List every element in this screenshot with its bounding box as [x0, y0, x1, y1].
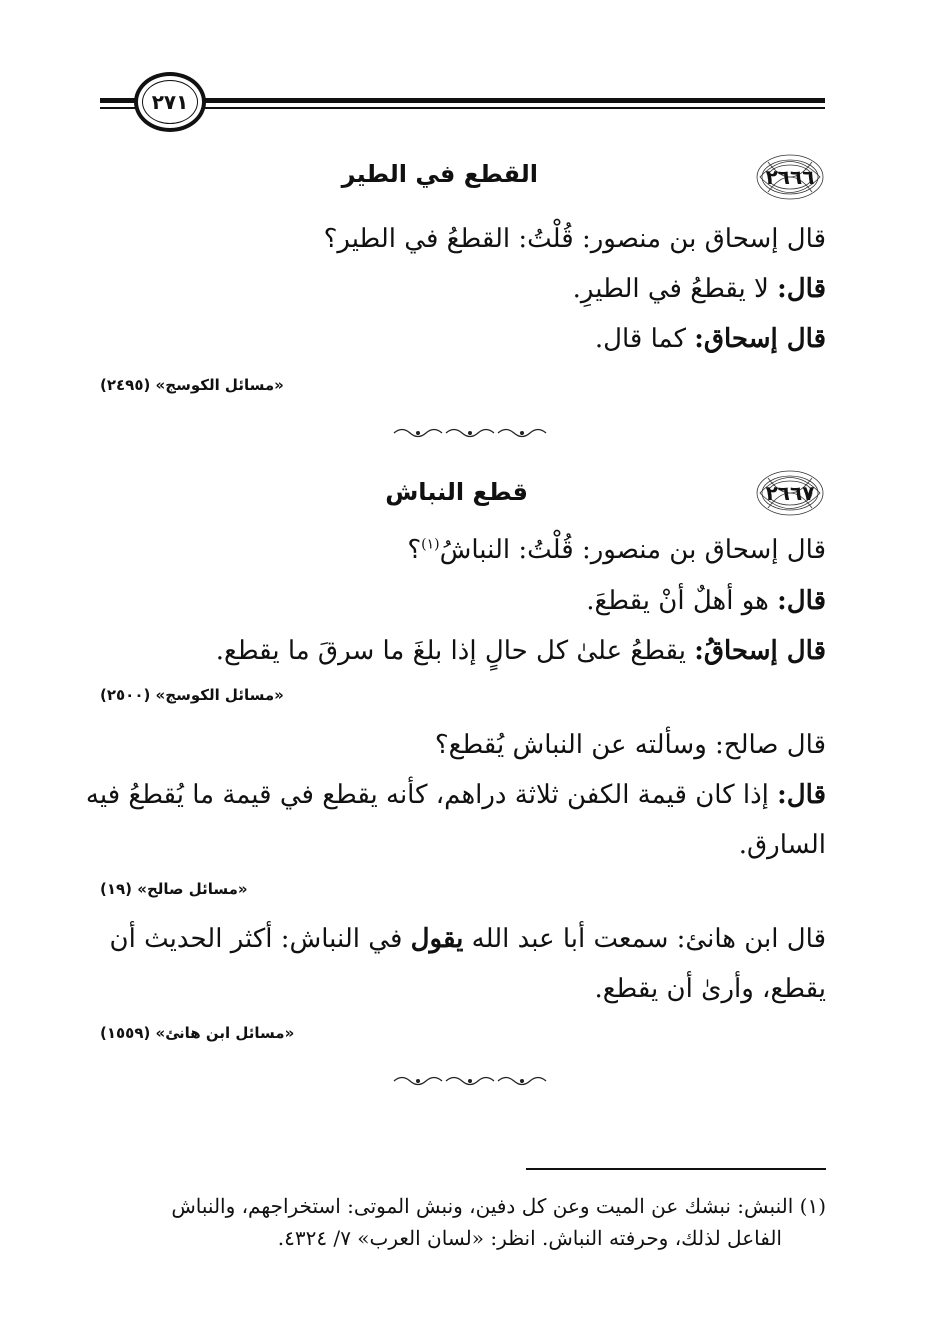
- text-line: قال: هو أهلٌ أنْ يقطعَ.: [586, 586, 826, 616]
- header-rule-thick: [100, 98, 825, 103]
- section-number-badge: [754, 152, 826, 202]
- text-line: قال إسحاق بن منصور: قُلْتُ: القطعُ في الطير؟: [323, 224, 826, 254]
- footnote-line: (١) النبش: نبشك عن الميت وعن كل دفين، ونبش الموتى: استخراجهم، والنباش: [171, 1194, 826, 1218]
- speaker-label: قال:: [777, 586, 826, 616]
- ornament-divider-icon: [390, 1074, 550, 1088]
- text-line: قال ابن هانئ: سمعت أبا عبد الله يقول في النباش: أكثر الحديث أن: [109, 924, 826, 954]
- footnote: [100, 1190, 826, 1254]
- page-number: ٢٧١: [151, 90, 189, 114]
- source-citation: «مسائل صالح» (١٩): [100, 880, 248, 898]
- source-citation: «مسائل الكوسج» (٢٤٩٥): [100, 376, 284, 394]
- speaker-label: قال إسحاقُ:: [694, 636, 826, 666]
- text-line: قال إسحاق: كما قال.: [594, 324, 826, 354]
- text-line: قال: إذا كان قيمة الكفن ثلاثة دراهم، كأنه يقطع في قيمة ما يُقطعُ فيه: [85, 780, 826, 810]
- ornament-divider-icon: [390, 426, 550, 440]
- speaker-label: قال:: [777, 780, 826, 810]
- text-line: قال إسحاق بن منصور: قُلْتُ: النباشُ$^{(١)}$؟: [407, 535, 826, 565]
- text-line: قال صالح: وسألته عن النباش يُقطع؟: [434, 730, 826, 760]
- footnote-separator: [526, 1168, 826, 1170]
- speaker-label: قال إسحاق:: [694, 324, 826, 354]
- source-citation: «مسائل ابن هانئ» (١٥٥٩): [100, 1024, 295, 1042]
- page-header: [100, 70, 825, 130]
- section-number: ٢٦٦٧: [765, 481, 815, 505]
- footnote-reference[interactable]: (١): [421, 536, 440, 553]
- page-number-medallion: [134, 72, 206, 132]
- text-line: السارق.: [738, 830, 826, 860]
- section-number: ٢٦٦٦: [765, 165, 815, 189]
- section-title: القطع في الطير: [341, 160, 538, 188]
- section-number-badge: [754, 468, 826, 518]
- text-line: يقطع، وأرىٰ أن يقطع.: [594, 974, 826, 1004]
- section-title: قطع النباش: [385, 478, 528, 506]
- footnote-line: الفاعل لذلك، وحرفته النباش. انظر: «لسان العرب» ٧/ ٤٣٢٤.: [277, 1226, 782, 1250]
- speaker-label: قال:: [777, 274, 826, 304]
- text-line: قال إسحاقُ: يقطعُ علىٰ كل حالٍ إذا بلغَ ما سرقَ ما يقطع.: [215, 636, 826, 666]
- header-rule-thin: [100, 107, 825, 109]
- text-line: قال: لا يقطعُ في الطيرِ.: [572, 274, 826, 304]
- source-citation: «مسائل الكوسج» (٢٥٠٠): [100, 686, 284, 704]
- footnote-marker: (١): [799, 1194, 826, 1218]
